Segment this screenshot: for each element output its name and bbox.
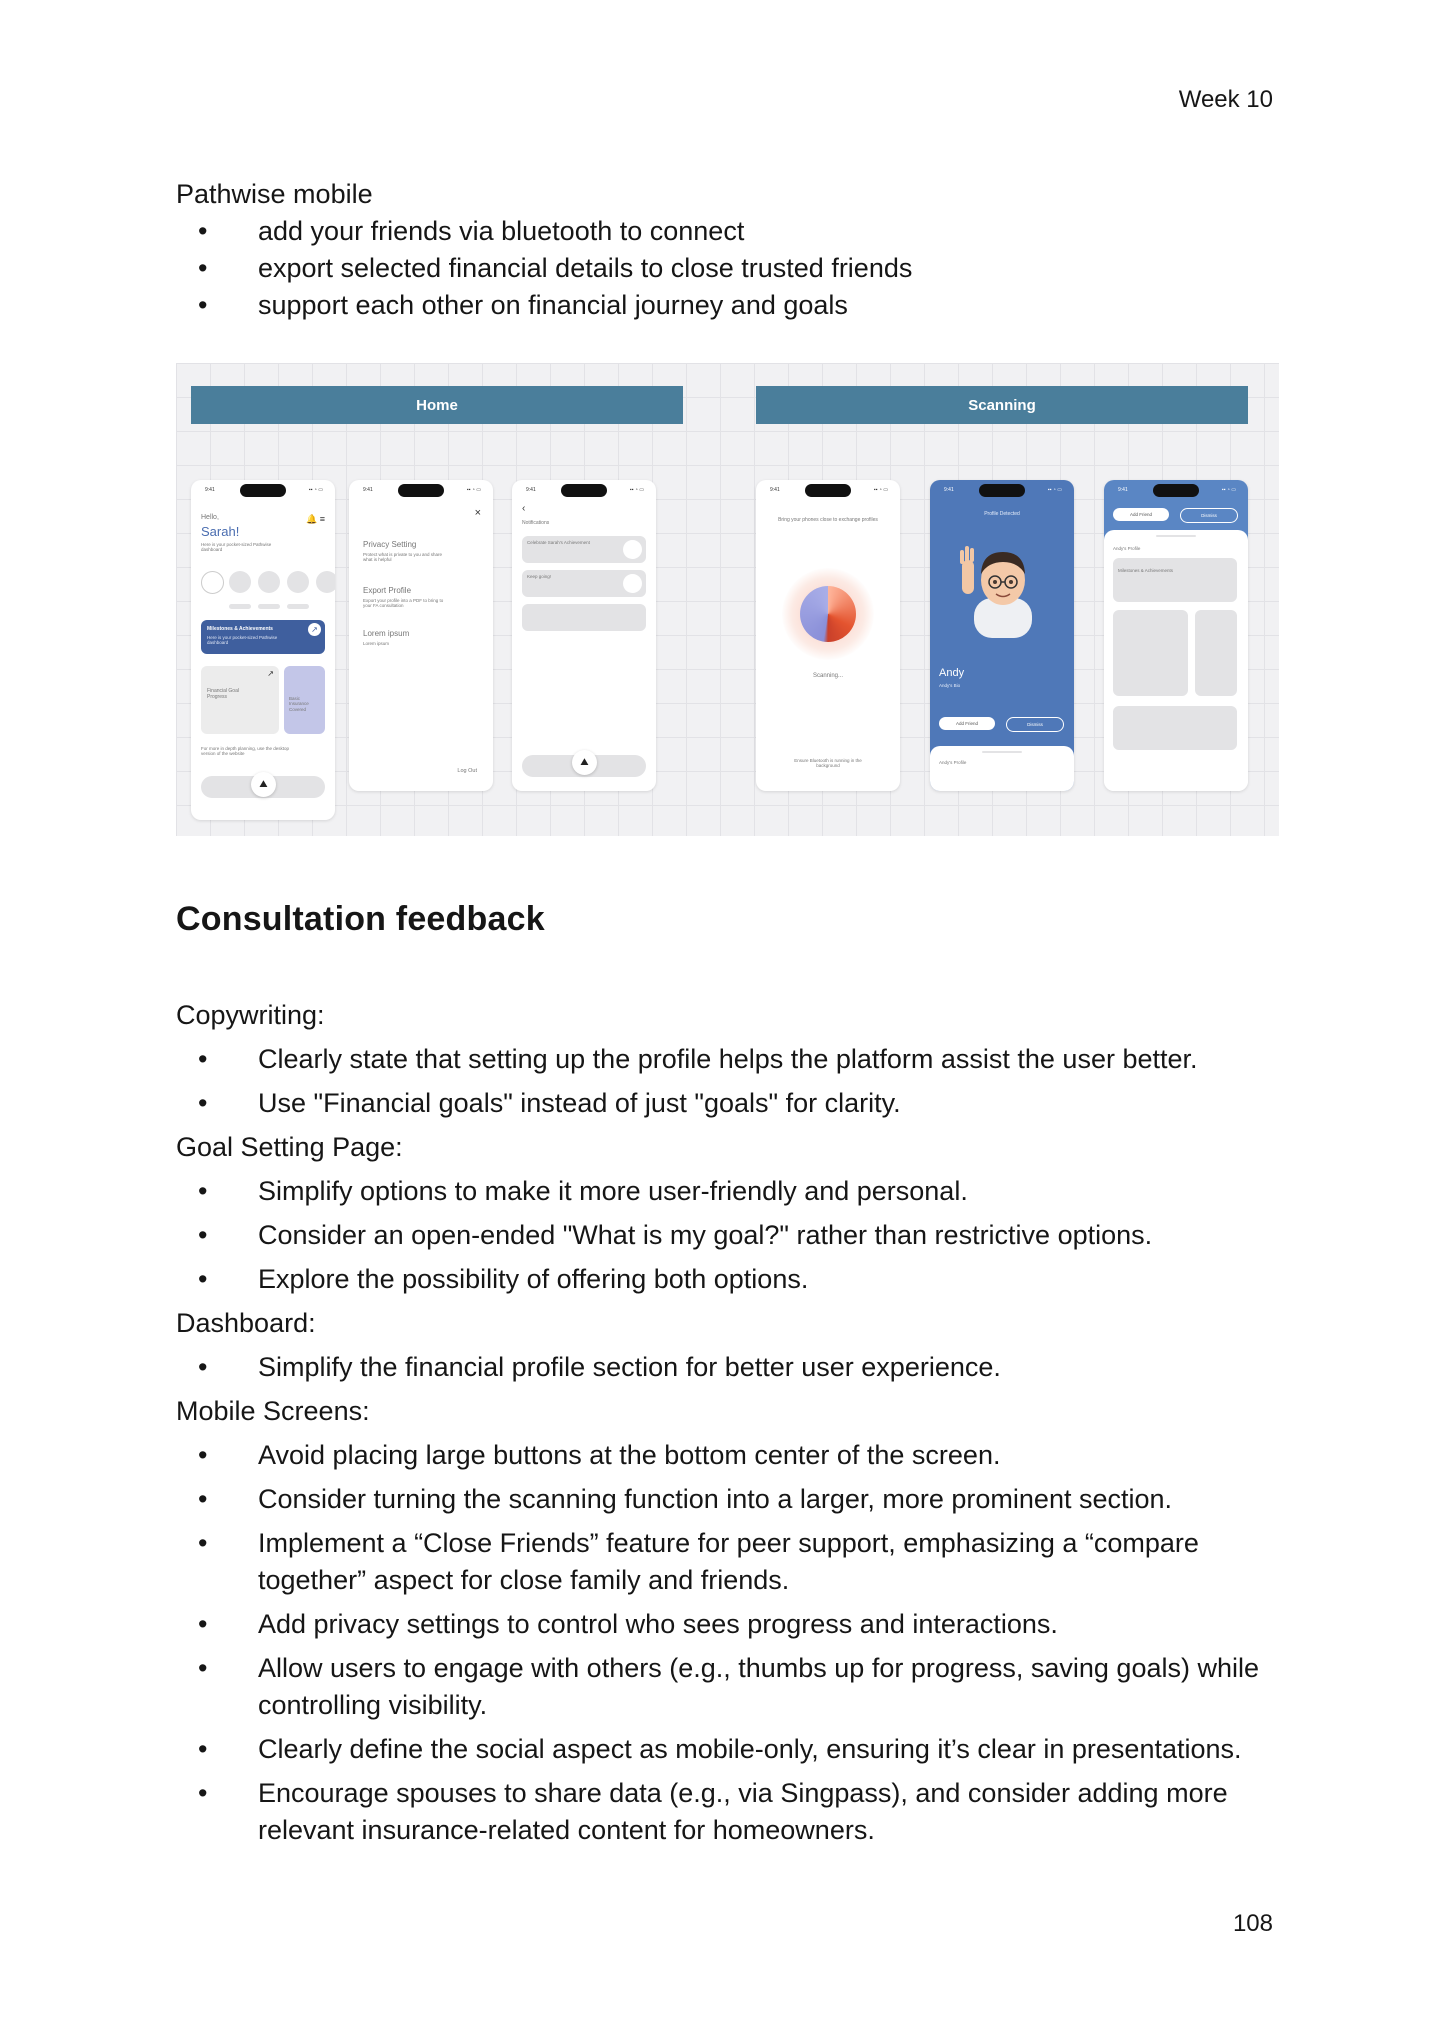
notifications-screen-mockup: 9:41 ▪▪ ◔ ▭ ‹ Notifications Celebrate Sarah's Achievement Keep going! ⛰ xyxy=(512,480,656,791)
mockup-board xyxy=(176,363,1279,836)
notification-item[interactable] xyxy=(522,604,646,631)
goal-progress-card[interactable]: Financial Goal Progress ↗ xyxy=(201,666,279,734)
home-name: Sarah! xyxy=(201,524,240,539)
friend-avatar[interactable] xyxy=(258,571,280,593)
intro-bullets xyxy=(176,213,1276,324)
milestones-card[interactable]: Milestones & Achievements Here is your pocket-sized Pathwise dashboard ↗ xyxy=(201,620,325,654)
dismiss-button[interactable]: Dismiss xyxy=(1180,508,1238,523)
notification-item[interactable]: Celebrate Sarah's Achievement xyxy=(522,536,646,563)
scan-button[interactable]: ⛰ xyxy=(572,750,597,775)
insurance-card[interactable]: Basic Insurance Covered xyxy=(284,666,325,734)
scan-radar-icon xyxy=(800,586,856,642)
intro-title: Pathwise mobile xyxy=(176,179,373,209)
section-label: Mobile Screens: xyxy=(176,1396,370,1426)
scanning-screen-mockup: 9:41 ▪▪ ◔ ▭ Bring your phones close to exchange profiles Scanning... Ensure Bluetooth is running in the background xyxy=(756,480,900,791)
desktop-note: For more in depth planning, use the desktop version of the website xyxy=(201,746,290,757)
feedback-item: • Use "Financial goals" instead of just "goals" for clarity. xyxy=(176,1085,1296,1122)
andy-avatar xyxy=(958,538,1048,638)
feedback-item: • Simplify the financial profile section for better user experience. xyxy=(176,1349,1296,1386)
bluetooth-note: Ensure Bluetooth is running in the background xyxy=(794,758,862,769)
feedback-item: • Clearly state that setting up the profile helps the platform assist the user better. xyxy=(176,1041,1296,1078)
back-icon[interactable]: ‹ xyxy=(522,503,526,514)
friend-profile-label: Andy's Profile xyxy=(1113,546,1141,551)
scan-hint: Bring your phones close to exchange profiles xyxy=(778,517,878,523)
detected-bio: Andy's Bio xyxy=(939,683,961,688)
lorem-item[interactable]: Lorem ipsum xyxy=(363,629,410,638)
feedback-item: • Implement a “Close Friends” feature for peer support, emphasizing a “compare together” aspect for close family and friends. xyxy=(176,1525,1296,1599)
feedback-item: • Avoid placing large buttons at the bottom center of the screen. xyxy=(176,1437,1296,1474)
notification-item[interactable]: Keep going! xyxy=(522,570,646,597)
feedback-item: • Allow users to engage with others (e.g., thumbs up for progress, saving goals) while controlling visibility. xyxy=(176,1650,1296,1724)
arrow-icon: ↗ xyxy=(308,623,321,636)
detected-profile-label: Andy's Profile xyxy=(939,760,967,765)
feedback-item: • Encourage spouses to share data (e.g., via Singpass), and consider adding more relevant insurance-related content for homeowners. xyxy=(176,1775,1296,1849)
intro-bullet: • export selected financial details to close trusted friends xyxy=(176,250,1276,287)
friend-avatar[interactable] xyxy=(316,571,335,593)
consultation-feedback xyxy=(176,997,1296,1856)
profile-tile[interactable] xyxy=(1113,706,1237,750)
dismiss-button[interactable]: Dismiss xyxy=(1006,717,1064,732)
feedback-item: • Clearly define the social aspect as mobile-only, ensuring it’s clear in presentations. xyxy=(176,1731,1296,1768)
settings-screen-mockup: 9:41 ▪▪ ◔ ▭ × Privacy Setting Protect what is private to you and share what is helpful Export Profile Export your profile into a PDF to bring to your FA consultation Lorem ipsum Lorem ipsum Log Out xyxy=(349,480,493,791)
mobile-screens-list xyxy=(176,1437,1296,1849)
scanning-flow-label: Scanning xyxy=(756,386,1248,424)
section-label: Copywriting: xyxy=(176,1000,325,1030)
add-friend-button[interactable]: Add Friend xyxy=(939,717,995,730)
feedback-item: • Add privacy settings to control who sees progress and interactions. xyxy=(176,1606,1296,1643)
page-number: 108 xyxy=(1232,1910,1273,1937)
close-icon[interactable]: × xyxy=(474,507,481,519)
profile-tile[interactable] xyxy=(1113,610,1188,696)
feedback-item: • Simplify options to make it more user-friendly and personal. xyxy=(176,1173,1296,1210)
profile-tile[interactable] xyxy=(1195,610,1237,696)
feedback-item: • Explore the possibility of offering both options. xyxy=(176,1261,1296,1298)
feedback-item: • Consider an open-ended "What is my goal?" rather than restrictive options. xyxy=(176,1217,1296,1254)
milestones-tile[interactable]: Milestones & Achievements xyxy=(1113,558,1237,602)
intro-bullet: • support each other on financial journey and goals xyxy=(176,287,1276,324)
privacy-setting-item[interactable]: Privacy Setting xyxy=(363,540,417,549)
copywriting-list xyxy=(176,1041,1296,1122)
dashboard-list xyxy=(176,1349,1296,1386)
home-greeting: Hello, xyxy=(201,514,219,521)
arrow-icon: ↗ xyxy=(267,669,274,678)
week-label: Week 10 xyxy=(1178,86,1273,113)
friend-avatar[interactable] xyxy=(287,571,309,593)
intro-bullet: • add your friends via bluetooth to connect xyxy=(176,213,1276,250)
notifications-title: Notifications xyxy=(522,520,550,526)
detected-name: Andy xyxy=(939,667,965,679)
home-screen-mockup: 9:41 ▪▪ ◔ ▭ Hello, Sarah! Here is your pocket-sized Pathwise dashboard 🔔 ≡ Milestones & Achievements Here is your pocket-sized Pathwise dashboard ↗ Financial Goal Progress ↗ Basic Insurance Covered For more in depth planning, use the desktop version of the website ⛰ xyxy=(191,480,335,820)
goal-setting-list xyxy=(176,1173,1296,1298)
add-friend-button[interactable]: Add Friend xyxy=(1113,508,1169,521)
feedback-item: • Consider turning the scanning function into a larger, more prominent section. xyxy=(176,1481,1296,1518)
home-sub: Here is your pocket-sized Pathwise dashboard xyxy=(201,542,272,553)
home-flow-label: Home xyxy=(191,386,683,424)
consultation-title: Consultation feedback xyxy=(176,900,545,938)
section-label: Dashboard: xyxy=(176,1308,316,1338)
profile-detected-mockup: 9:41 ▪▪ ◔ ▭ Profile Detected Andy Andy's Bio Add Friend Dismiss Andy's Profile xyxy=(930,480,1074,791)
friend-avatar[interactable] xyxy=(229,571,251,593)
export-profile-item[interactable]: Export Profile xyxy=(363,586,412,595)
scan-button[interactable]: ⛰ xyxy=(251,772,276,797)
logout-link[interactable]: Log Out xyxy=(457,768,477,774)
friend-profile-mockup: 9:41 ▪▪ ◔ ▭ Add Friend Dismiss Andy's Profile Milestones & Achievements xyxy=(1104,480,1248,791)
scan-status: Scanning... xyxy=(812,673,844,679)
section-label: Goal Setting Page: xyxy=(176,1132,403,1162)
add-friend-icon[interactable] xyxy=(201,571,224,594)
intro-section xyxy=(176,175,1276,324)
bell-menu-icon[interactable]: 🔔 ≡ xyxy=(306,514,325,524)
